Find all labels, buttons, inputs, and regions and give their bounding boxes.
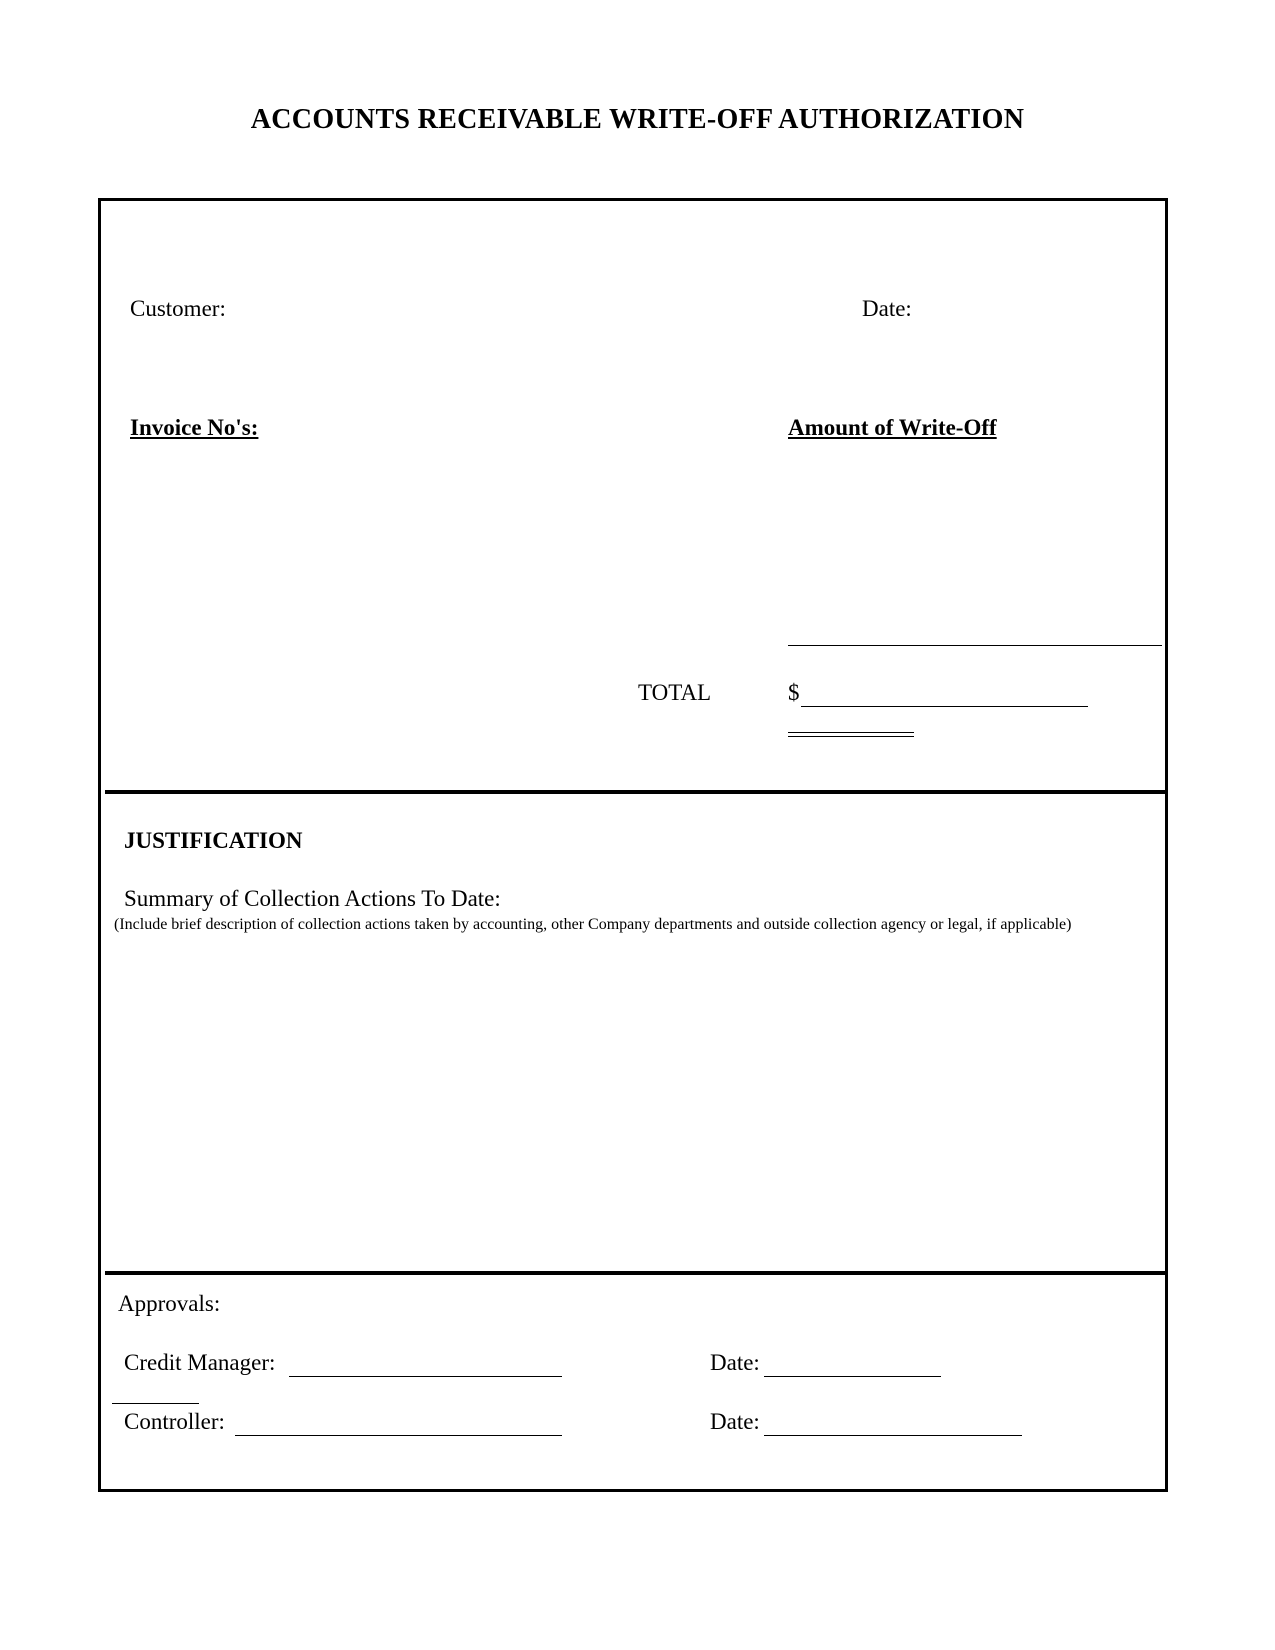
amount-of-write-off-label: Amount of Write-Off (788, 415, 997, 440)
invoice-numbers-label: Invoice No's: (130, 415, 259, 440)
summary-instruction: (Include brief description of collection actions taken by accounting, other Company departments and outside collection agency or legal, if applicable) (114, 916, 1072, 933)
credit-manager-signature-line-continued (112, 1403, 199, 1404)
credit-manager-date-line[interactable] (764, 1376, 941, 1377)
date-label: Date: (862, 296, 912, 321)
summary-label: Summary of Collection Actions To Date: (124, 886, 501, 911)
controller-date-line[interactable] (764, 1435, 1022, 1436)
section-divider-top (105, 790, 1168, 794)
total-label: TOTAL (638, 680, 712, 705)
controller-signature-line[interactable] (235, 1435, 562, 1436)
credit-manager-label: Credit Manager: (124, 1350, 276, 1375)
justification-heading: JUSTIFICATION (124, 828, 303, 853)
subtotal-line (788, 645, 1162, 646)
approvals-heading: Approvals: (118, 1291, 221, 1316)
section-divider-bottom (105, 1271, 1168, 1275)
credit-manager-date-label: Date: (710, 1350, 760, 1375)
currency-symbol: $ (788, 680, 800, 705)
customer-label: Customer: (130, 296, 226, 321)
total-amount-field[interactable] (801, 706, 1088, 707)
total-double-underline (788, 732, 914, 737)
controller-date-label: Date: (710, 1409, 760, 1434)
controller-label: Controller: (124, 1409, 225, 1434)
credit-manager-signature-line[interactable] (289, 1376, 562, 1377)
document-title: ACCOUNTS RECEIVABLE WRITE-OFF AUTHORIZATION (250, 104, 1025, 135)
